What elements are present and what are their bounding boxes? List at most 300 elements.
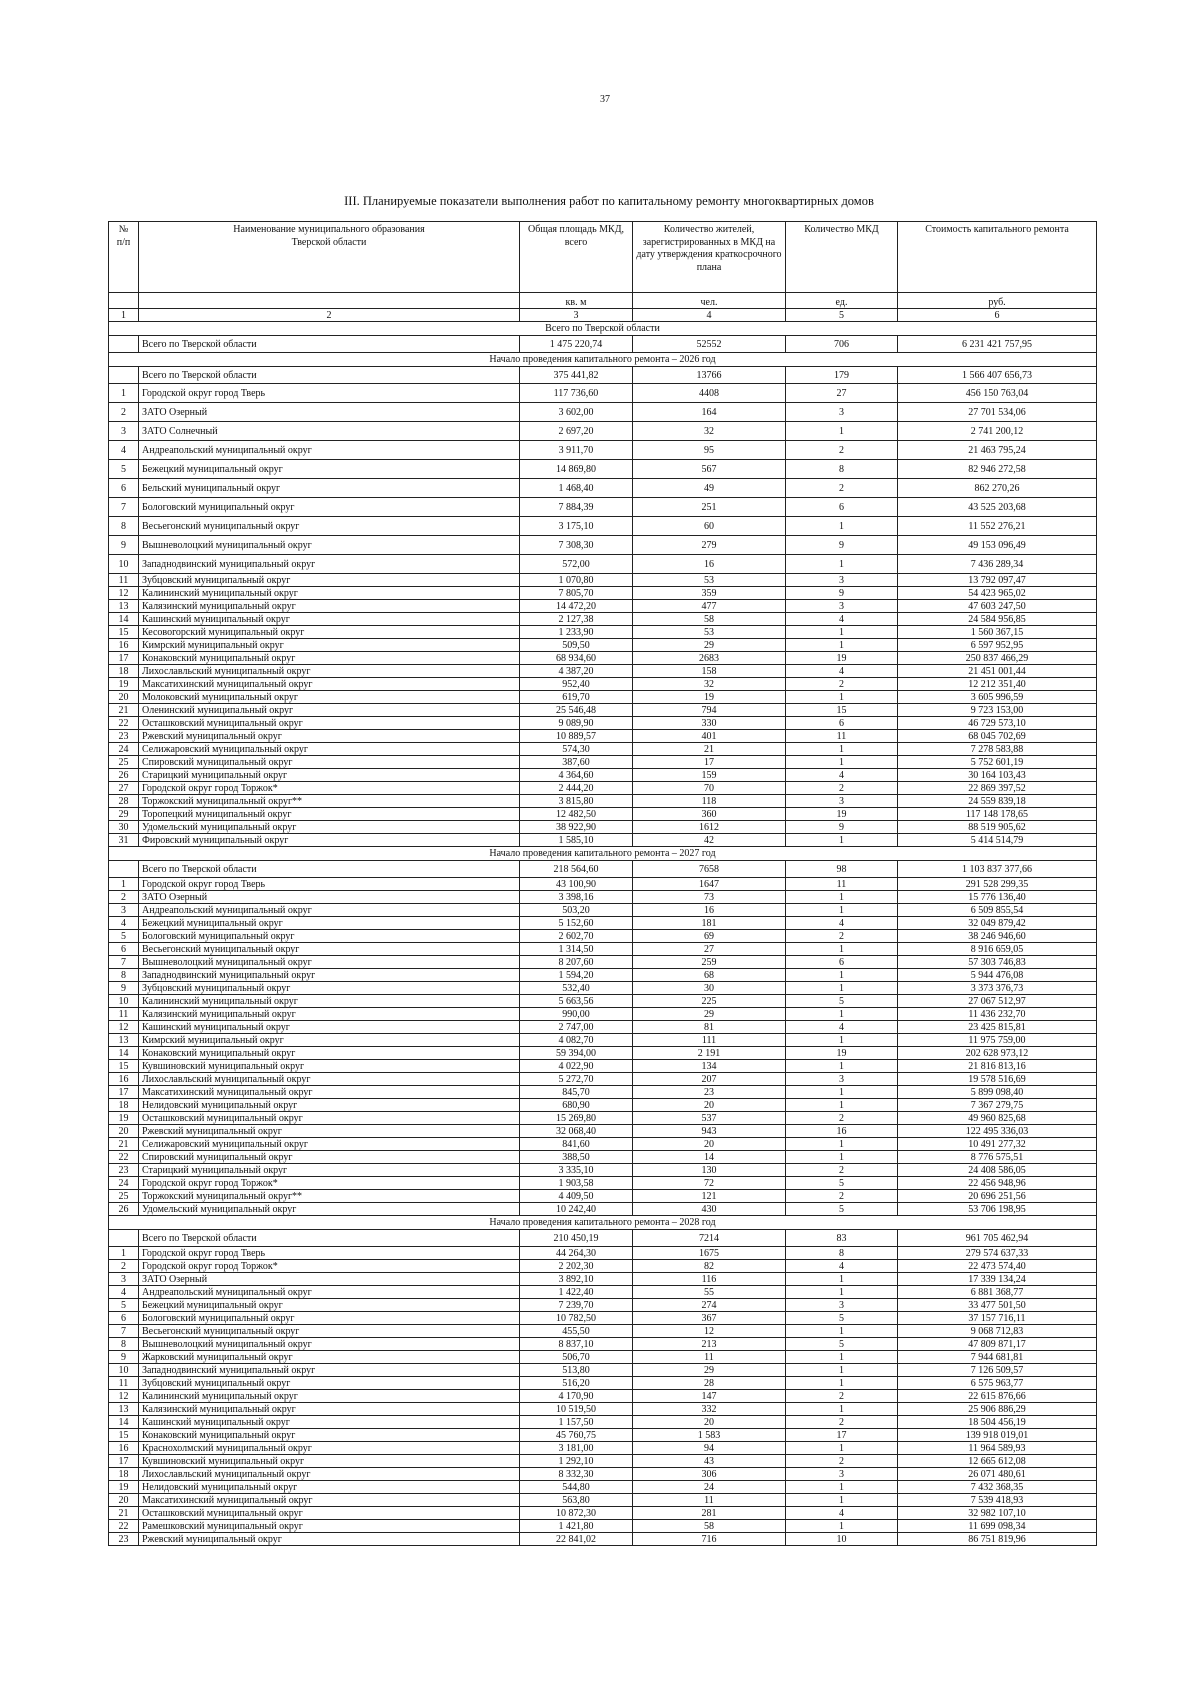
total-area: 14 472,20 — [520, 600, 633, 613]
residents-count: 121 — [633, 1190, 786, 1203]
total-area: 503,20 — [520, 904, 633, 917]
row-number: 9 — [109, 1351, 139, 1364]
municipality-name: Максатихинский муниципальный округ — [139, 678, 520, 691]
table-row — [109, 1060, 1097, 1073]
buildings-count: 1 — [786, 1481, 898, 1494]
residents-count: 70 — [633, 782, 786, 795]
residents-count: 2 191 — [633, 1047, 786, 1060]
municipality-name: Всего по Тверской области — [139, 1230, 520, 1247]
repair-cost: 291 528 299,35 — [898, 878, 1097, 891]
repair-cost: 5 944 476,08 — [898, 969, 1097, 982]
buildings-count: 27 — [786, 384, 898, 403]
municipality-name: Калязинский муниципальный округ — [139, 600, 520, 613]
total-area: 68 934,60 — [520, 652, 633, 665]
total-area: 5 663,56 — [520, 995, 633, 1008]
table-row — [109, 613, 1097, 626]
table-row — [109, 1034, 1097, 1047]
table-row — [109, 678, 1097, 691]
table-row — [109, 834, 1097, 847]
row-number: 22 — [109, 1520, 139, 1533]
residents-count: 49 — [633, 479, 786, 498]
residents-count: 330 — [633, 717, 786, 730]
repair-cost: 82 946 272,58 — [898, 460, 1097, 479]
table-row — [109, 555, 1097, 574]
residents-count: 58 — [633, 613, 786, 626]
buildings-count: 3 — [786, 1468, 898, 1481]
municipality-name: Максатихинский муниципальный округ — [139, 1086, 520, 1099]
buildings-count: 1 — [786, 756, 898, 769]
table-row — [109, 1286, 1097, 1299]
total-area: 15 269,80 — [520, 1112, 633, 1125]
municipality-name: Андреапольский муниципальный округ — [139, 904, 520, 917]
row-number: 18 — [109, 665, 139, 678]
repair-cost: 30 164 103,43 — [898, 769, 1097, 782]
municipality-name: Нелидовский муниципальный округ — [139, 1099, 520, 1112]
total-area: 22 841,02 — [520, 1533, 633, 1546]
repair-cost: 17 339 134,24 — [898, 1273, 1097, 1286]
table-row — [109, 1468, 1097, 1481]
residents-count: 4408 — [633, 384, 786, 403]
buildings-count: 1 — [786, 626, 898, 639]
row-number: 9 — [109, 982, 139, 995]
total-area: 4 082,70 — [520, 1034, 633, 1047]
row-number: 28 — [109, 795, 139, 808]
repair-cost: 6 597 952,95 — [898, 639, 1097, 652]
municipality-name: Лихославльский муниципальный округ — [139, 665, 520, 678]
repair-cost: 5 899 098,40 — [898, 1086, 1097, 1099]
row-number: 29 — [109, 808, 139, 821]
table-row — [109, 1073, 1097, 1086]
repair-cost: 2 741 200,12 — [898, 422, 1097, 441]
table-row — [109, 517, 1097, 536]
residents-count: 274 — [633, 1299, 786, 1312]
municipality-name: Бологовский муниципальный округ — [139, 930, 520, 943]
repair-cost: 3 373 376,73 — [898, 982, 1097, 995]
repair-cost: 24 584 956,85 — [898, 613, 1097, 626]
residents-count: 213 — [633, 1338, 786, 1351]
table-row — [109, 1021, 1097, 1034]
residents-count: 43 — [633, 1455, 786, 1468]
repair-cost: 21 816 813,16 — [898, 1060, 1097, 1073]
total-area: 845,70 — [520, 1086, 633, 1099]
row-number: 23 — [109, 1533, 139, 1546]
repair-cost: 12 212 351,40 — [898, 678, 1097, 691]
table-row — [109, 574, 1097, 587]
buildings-count: 9 — [786, 821, 898, 834]
buildings-count: 3 — [786, 795, 898, 808]
repair-cost: 32 982 107,10 — [898, 1507, 1097, 1520]
buildings-count: 4 — [786, 1507, 898, 1520]
total-area: 563,80 — [520, 1494, 633, 1507]
table-row — [109, 1494, 1097, 1507]
buildings-count: 1 — [786, 904, 898, 917]
buildings-count: 2 — [786, 1190, 898, 1203]
total-area: 4 387,20 — [520, 665, 633, 678]
total-area: 2 444,20 — [520, 782, 633, 795]
buildings-count: 4 — [786, 1021, 898, 1034]
repair-cost: 11 699 098,34 — [898, 1520, 1097, 1533]
row-number: 5 — [109, 460, 139, 479]
row-number — [109, 1230, 139, 1247]
row-number: 23 — [109, 1164, 139, 1177]
buildings-count: 6 — [786, 717, 898, 730]
total-area: 1 422,40 — [520, 1286, 633, 1299]
municipality-name: Фировский муниципальный округ — [139, 834, 520, 847]
residents-count: 251 — [633, 498, 786, 517]
table-row — [109, 626, 1097, 639]
municipality-name: Удомельский муниципальный округ — [139, 821, 520, 834]
buildings-count: 1 — [786, 982, 898, 995]
repair-cost: 88 519 905,62 — [898, 821, 1097, 834]
residents-count: 81 — [633, 1021, 786, 1034]
row-number: 6 — [109, 943, 139, 956]
total-area: 2 127,38 — [520, 613, 633, 626]
buildings-count: 6 — [786, 498, 898, 517]
buildings-count: 4 — [786, 613, 898, 626]
repair-cost: 49 153 096,49 — [898, 536, 1097, 555]
row-number — [109, 367, 139, 384]
total-area: 4 022,90 — [520, 1060, 633, 1073]
residents-count: 306 — [633, 1468, 786, 1481]
repair-cost: 7 539 418,93 — [898, 1494, 1097, 1507]
municipality-name: Ржевский муниципальный округ — [139, 730, 520, 743]
row-number: 7 — [109, 498, 139, 517]
section-header-row — [109, 322, 1097, 336]
row-number: 25 — [109, 1190, 139, 1203]
residents-count: 567 — [633, 460, 786, 479]
buildings-count: 1 — [786, 517, 898, 536]
row-number: 12 — [109, 587, 139, 600]
row-number: 22 — [109, 1151, 139, 1164]
residents-count: 1612 — [633, 821, 786, 834]
row-number: 3 — [109, 422, 139, 441]
column-number: 5 — [786, 309, 898, 322]
municipality-name: Калининский муниципальный округ — [139, 1390, 520, 1403]
repair-cost: 3 605 996,59 — [898, 691, 1097, 704]
residents-count: 55 — [633, 1286, 786, 1299]
total-area: 7 884,39 — [520, 498, 633, 517]
total-area: 38 922,90 — [520, 821, 633, 834]
municipality-name: Кувшиновский муниципальный округ — [139, 1060, 520, 1073]
municipality-name: Городской округ город Тверь — [139, 1247, 520, 1260]
table-row — [109, 1442, 1097, 1455]
total-area: 218 564,60 — [520, 861, 633, 878]
table-row — [109, 479, 1097, 498]
table-row — [109, 1125, 1097, 1138]
row-number: 4 — [109, 917, 139, 930]
total-area: 7 308,30 — [520, 536, 633, 555]
repair-cost: 86 751 819,96 — [898, 1533, 1097, 1546]
row-number: 15 — [109, 626, 139, 639]
repair-cost: 5 752 601,19 — [898, 756, 1097, 769]
repair-cost: 25 906 886,29 — [898, 1403, 1097, 1416]
residents-count: 21 — [633, 743, 786, 756]
row-number: 30 — [109, 821, 139, 834]
residents-count: 19 — [633, 691, 786, 704]
municipality-name: Максатихинский муниципальный округ — [139, 1494, 520, 1507]
table-row — [109, 652, 1097, 665]
table-row — [109, 1138, 1097, 1151]
row-number: 10 — [109, 555, 139, 574]
total-area: 1 292,10 — [520, 1455, 633, 1468]
total-area: 1 468,40 — [520, 479, 633, 498]
page-number: 37 — [600, 94, 610, 105]
table-row — [109, 782, 1097, 795]
residents-count: 1 583 — [633, 1429, 786, 1442]
row-number: 2 — [109, 891, 139, 904]
residents-count: 111 — [633, 1034, 786, 1047]
row-number: 1 — [109, 878, 139, 891]
buildings-count: 10 — [786, 1533, 898, 1546]
residents-count: 281 — [633, 1507, 786, 1520]
municipality-name: Вышневолоцкий муниципальный округ — [139, 956, 520, 969]
municipality-name: ЗАТО Озерный — [139, 1273, 520, 1286]
buildings-count: 1 — [786, 555, 898, 574]
residents-count: 430 — [633, 1203, 786, 1216]
municipality-name: Калязинский муниципальный округ — [139, 1403, 520, 1416]
municipality-name: Бежецкий муниципальный округ — [139, 917, 520, 930]
unit-cell: кв. м — [520, 293, 633, 309]
unit-cell: руб. — [898, 293, 1097, 309]
table-row — [109, 1260, 1097, 1273]
row-number: 6 — [109, 1312, 139, 1325]
table-row — [109, 930, 1097, 943]
table-row — [109, 639, 1097, 652]
residents-count: 1647 — [633, 878, 786, 891]
unit-cell: чел. — [633, 293, 786, 309]
municipality-name: Бежецкий муниципальный округ — [139, 1299, 520, 1312]
buildings-count: 2 — [786, 930, 898, 943]
municipality-name: Городской округ город Торжок* — [139, 782, 520, 795]
buildings-count: 2 — [786, 1416, 898, 1429]
buildings-count: 11 — [786, 730, 898, 743]
residents-count: 29 — [633, 1364, 786, 1377]
table-row — [109, 1247, 1097, 1260]
row-number: 16 — [109, 1442, 139, 1455]
buildings-count: 8 — [786, 1247, 898, 1260]
total-area: 2 747,00 — [520, 1021, 633, 1034]
table-row — [109, 995, 1097, 1008]
buildings-count: 2 — [786, 441, 898, 460]
buildings-count: 1 — [786, 1060, 898, 1073]
residents-count: 207 — [633, 1073, 786, 1086]
total-area: 2 697,20 — [520, 422, 633, 441]
municipality-name: Вышневолоцкий муниципальный округ — [139, 1338, 520, 1351]
section-header-row — [109, 353, 1097, 367]
total-area: 1 157,50 — [520, 1416, 633, 1429]
buildings-count: 11 — [786, 878, 898, 891]
buildings-count: 1 — [786, 1520, 898, 1533]
row-number: 10 — [109, 995, 139, 1008]
residents-count: 7214 — [633, 1230, 786, 1247]
table-row — [109, 498, 1097, 517]
buildings-count: 1 — [786, 639, 898, 652]
repair-cost: 862 270,26 — [898, 479, 1097, 498]
municipality-name: Осташковский муниципальный округ — [139, 1112, 520, 1125]
table-row — [109, 756, 1097, 769]
buildings-count: 17 — [786, 1429, 898, 1442]
column-number: 3 — [520, 309, 633, 322]
total-area: 1 475 220,74 — [520, 336, 633, 353]
table-row — [109, 422, 1097, 441]
residents-count: 53 — [633, 626, 786, 639]
municipality-name: Кашинский муниципальный округ — [139, 1416, 520, 1429]
residents-count: 2683 — [633, 652, 786, 665]
table-row — [109, 1481, 1097, 1494]
row-number: 24 — [109, 1177, 139, 1190]
residents-count: 116 — [633, 1273, 786, 1286]
row-number: 5 — [109, 1299, 139, 1312]
table-row — [109, 1177, 1097, 1190]
header-col0: № п/п — [109, 222, 139, 293]
repair-cost: 43 525 203,68 — [898, 498, 1097, 517]
buildings-count: 5 — [786, 1177, 898, 1190]
municipality-name: Городской округ город Тверь — [139, 384, 520, 403]
buildings-count: 19 — [786, 652, 898, 665]
buildings-count: 5 — [786, 1312, 898, 1325]
repair-cost: 122 495 336,03 — [898, 1125, 1097, 1138]
repair-cost: 21 451 001,44 — [898, 665, 1097, 678]
table-row — [109, 1325, 1097, 1338]
buildings-count: 9 — [786, 587, 898, 600]
table-row — [109, 878, 1097, 891]
row-number: 11 — [109, 1377, 139, 1390]
section-total-row — [109, 367, 1097, 384]
total-area: 680,90 — [520, 1099, 633, 1112]
municipality-name: Бежецкий муниципальный округ — [139, 460, 520, 479]
repair-cost: 6 881 368,77 — [898, 1286, 1097, 1299]
repair-cost: 13 792 097,47 — [898, 574, 1097, 587]
buildings-count: 2 — [786, 479, 898, 498]
table-row — [109, 795, 1097, 808]
table-row — [109, 1312, 1097, 1325]
repair-cost: 9 723 153,00 — [898, 704, 1097, 717]
residents-count: 716 — [633, 1533, 786, 1546]
total-area: 210 450,19 — [520, 1230, 633, 1247]
residents-count: 181 — [633, 917, 786, 930]
municipality-name: Калининский муниципальный округ — [139, 587, 520, 600]
table-row — [109, 704, 1097, 717]
table-row — [109, 403, 1097, 422]
unit-cell — [139, 293, 520, 309]
buildings-count: 1 — [786, 1034, 898, 1047]
municipality-name: Калязинский муниципальный округ — [139, 1008, 520, 1021]
repair-cost: 456 150 763,04 — [898, 384, 1097, 403]
total-area: 14 869,80 — [520, 460, 633, 479]
row-number: 20 — [109, 1494, 139, 1507]
header-col5: Стоимость капитального ремонта — [898, 222, 1097, 293]
table-row — [109, 1299, 1097, 1312]
table-row — [109, 808, 1097, 821]
repair-cost: 279 574 637,33 — [898, 1247, 1097, 1260]
table-row — [109, 441, 1097, 460]
total-area: 117 736,60 — [520, 384, 633, 403]
row-number: 17 — [109, 1455, 139, 1468]
header-col2: Общая площадь МКД, всего — [520, 222, 633, 293]
repair-cost: 7 278 583,88 — [898, 743, 1097, 756]
municipality-name: Ржевский муниципальный округ — [139, 1125, 520, 1138]
total-area: 509,50 — [520, 639, 633, 652]
residents-count: 28 — [633, 1377, 786, 1390]
section-header-row — [109, 1216, 1097, 1230]
residents-count: 537 — [633, 1112, 786, 1125]
table-row — [109, 600, 1097, 613]
municipality-name: Калининский муниципальный округ — [139, 995, 520, 1008]
header-col4: Количество МКД — [786, 222, 898, 293]
residents-count: 23 — [633, 1086, 786, 1099]
repair-cost: 22 869 397,52 — [898, 782, 1097, 795]
municipality-name: Конаковский муниципальный округ — [139, 652, 520, 665]
row-number: 17 — [109, 652, 139, 665]
row-number: 13 — [109, 1034, 139, 1047]
buildings-count: 3 — [786, 1073, 898, 1086]
municipality-name: Кувшиновский муниципальный округ — [139, 1455, 520, 1468]
total-area: 10 242,40 — [520, 1203, 633, 1216]
buildings-count: 4 — [786, 917, 898, 930]
municipality-name: Спировский муниципальный округ — [139, 1151, 520, 1164]
total-area: 5 152,60 — [520, 917, 633, 930]
total-area: 3 181,00 — [520, 1442, 633, 1455]
table-row — [109, 1190, 1097, 1203]
municipality-name: ЗАТО Озерный — [139, 891, 520, 904]
total-area: 43 100,90 — [520, 878, 633, 891]
table-row — [109, 1112, 1097, 1125]
municipality-name: Западнодвинский муниципальный округ — [139, 969, 520, 982]
total-area: 1 594,20 — [520, 969, 633, 982]
row-number: 8 — [109, 517, 139, 536]
repair-cost: 202 628 973,12 — [898, 1047, 1097, 1060]
buildings-count: 706 — [786, 336, 898, 353]
buildings-count: 1 — [786, 834, 898, 847]
repair-cost: 38 246 946,60 — [898, 930, 1097, 943]
residents-count: 95 — [633, 441, 786, 460]
total-area: 455,50 — [520, 1325, 633, 1338]
table-row — [109, 665, 1097, 678]
repair-cost: 27 067 512,97 — [898, 995, 1097, 1008]
total-area: 1 070,80 — [520, 574, 633, 587]
municipality-name: Кимрский муниципальный округ — [139, 1034, 520, 1047]
residents-count: 11 — [633, 1494, 786, 1507]
table-row — [109, 1086, 1097, 1099]
repair-cost: 47 603 247,50 — [898, 600, 1097, 613]
table-row — [109, 743, 1097, 756]
buildings-count: 1 — [786, 1008, 898, 1021]
unit-cell: ед. — [786, 293, 898, 309]
row-number: 14 — [109, 1416, 139, 1429]
total-area: 9 089,90 — [520, 717, 633, 730]
municipality-name: Нелидовский муниципальный округ — [139, 1481, 520, 1494]
buildings-count: 5 — [786, 995, 898, 1008]
residents-count: 1675 — [633, 1247, 786, 1260]
row-number: 15 — [109, 1429, 139, 1442]
total-area: 516,20 — [520, 1377, 633, 1390]
row-number: 10 — [109, 1364, 139, 1377]
buildings-count: 3 — [786, 574, 898, 587]
total-area: 10 519,50 — [520, 1403, 633, 1416]
table-row — [109, 956, 1097, 969]
buildings-count: 1 — [786, 891, 898, 904]
row-number: 23 — [109, 730, 139, 743]
total-area: 3 175,10 — [520, 517, 633, 536]
residents-count: 7658 — [633, 861, 786, 878]
repair-cost: 7 367 279,75 — [898, 1099, 1097, 1112]
repair-cost: 139 918 019,01 — [898, 1429, 1097, 1442]
buildings-count: 2 — [786, 782, 898, 795]
buildings-count: 2 — [786, 678, 898, 691]
table-row — [109, 969, 1097, 982]
grand-total-row — [109, 336, 1097, 353]
municipality-name: Осташковский муниципальный округ — [139, 717, 520, 730]
